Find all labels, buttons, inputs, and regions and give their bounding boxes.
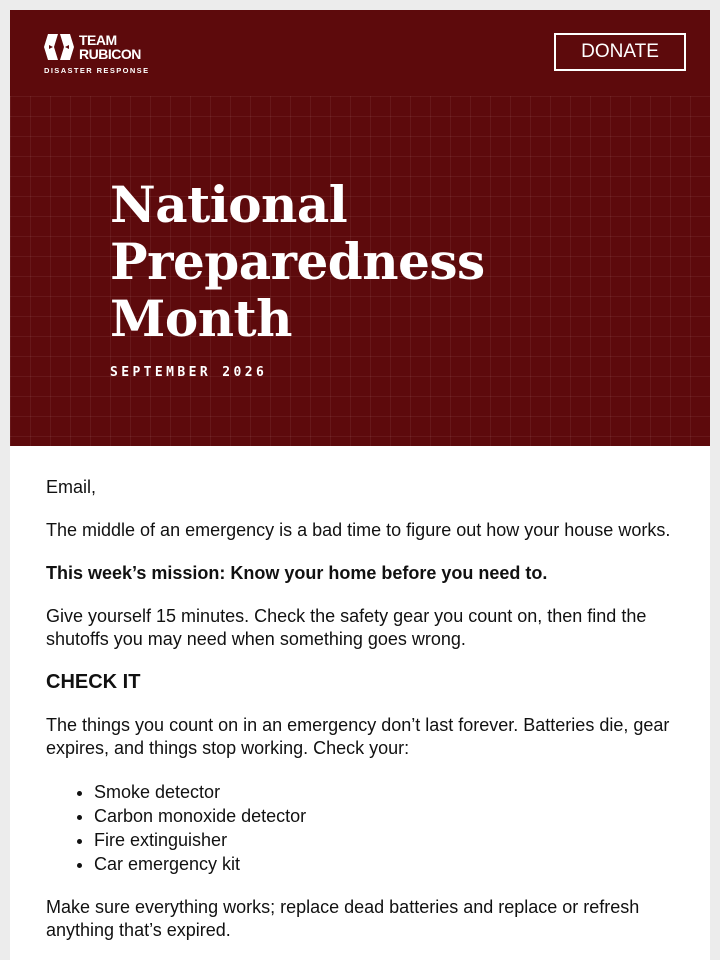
closing-paragraph: Make sure everything works; replace dead batteries and replace or refresh anything that’s expired.	[46, 897, 640, 940]
checklist-item: • Smoke detector	[94, 780, 676, 804]
section-paragraph: The things you count on in an emergency don’t last forever. Batteries die, gear expires, and things stop working. Check your:	[46, 715, 670, 758]
logo-name-line2: RUBICON	[79, 46, 141, 62]
checklist-item: • Car emergency kit	[94, 852, 676, 876]
rubicon-mark-icon	[44, 32, 74, 62]
intro-paragraph: The middle of an emergency is a bad time to figure out how your house works.	[46, 520, 671, 540]
logo-name-line1: TEAM	[79, 32, 117, 48]
mission-statement: This week’s mission: Know your home before you need to.	[46, 563, 548, 583]
checklist	[46, 780, 676, 876]
email-header	[10, 10, 710, 96]
instructions-paragraph: Give yourself 15 minutes. Check the safety gear you count on, then find the shutoffs you may need when something goes wrong.	[46, 606, 647, 649]
hero-banner	[10, 96, 710, 446]
hero-title-line: National	[110, 175, 348, 234]
email-container	[10, 10, 710, 960]
email-body	[46, 476, 676, 960]
donate-button[interactable]: DONATE	[554, 33, 686, 71]
logo-tagline: DISASTER RESPONSE	[44, 66, 150, 75]
hero-title-line: Preparedness	[110, 232, 485, 291]
hero-title-line: Month	[110, 289, 292, 348]
hero-title	[110, 176, 670, 347]
hero-date: SEPTEMBER 2026	[110, 365, 268, 380]
checklist-item: • Carbon monoxide detector	[94, 804, 676, 828]
checklist-item: • Fire extinguisher	[94, 828, 676, 852]
logo-name	[79, 33, 141, 61]
greeting: Email,	[46, 477, 97, 497]
section-heading: CHECK IT	[46, 671, 141, 693]
